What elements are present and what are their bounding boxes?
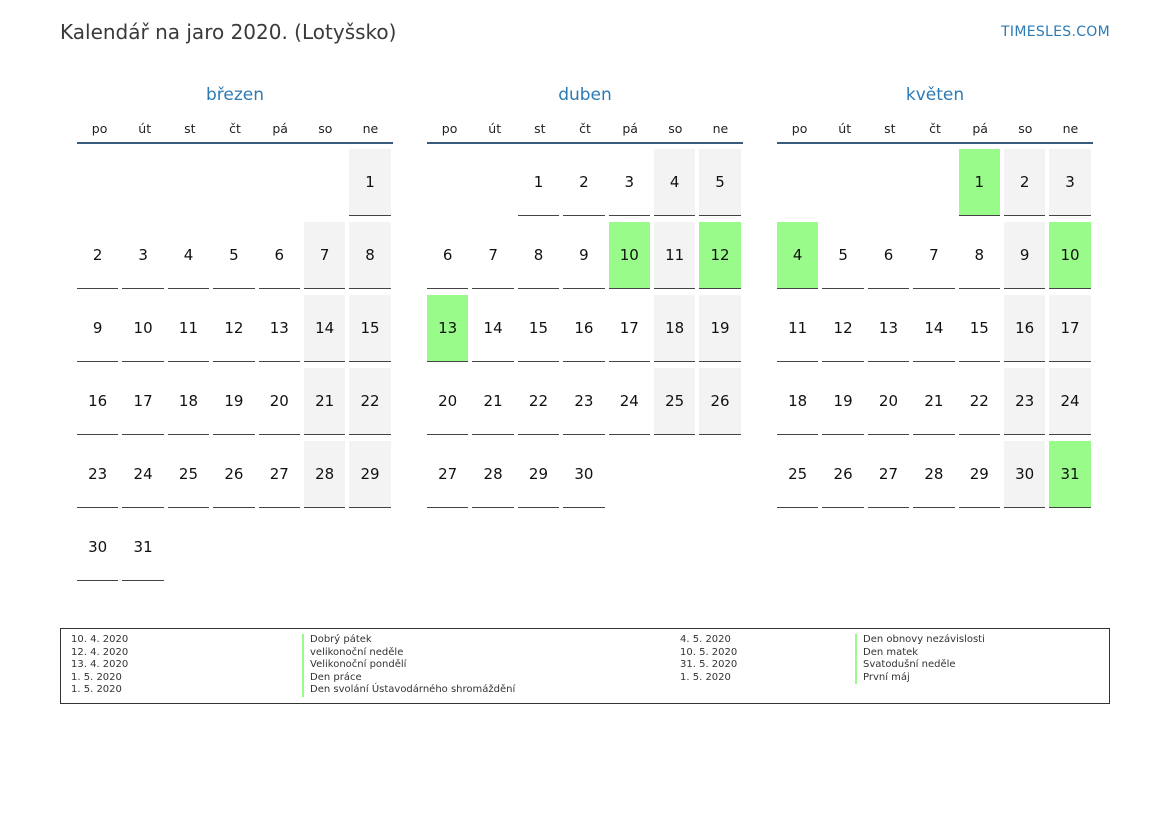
- weekday-label: ne: [712, 120, 729, 136]
- day-cell[interactable]: 19: [699, 295, 740, 362]
- day-cell[interactable]: 23: [563, 368, 604, 435]
- day-cell[interactable]: 25: [777, 441, 818, 508]
- day-cell[interactable]: 16: [1004, 295, 1045, 362]
- day-cell[interactable]: 22: [959, 368, 1000, 435]
- day-cell[interactable]: 12: [699, 222, 740, 289]
- weekday-label: st: [184, 120, 196, 136]
- legend-holiday-name: velikonoční neděle: [302, 647, 403, 660]
- day-cell[interactable]: 5: [699, 149, 740, 216]
- day-cell[interactable]: 23: [77, 441, 118, 508]
- weekday-label: pá: [272, 120, 288, 136]
- weekday-label: pá: [972, 120, 988, 136]
- day-cell[interactable]: 1: [518, 149, 559, 216]
- month-name: květen: [905, 85, 965, 105]
- day-cell[interactable]: 29: [518, 441, 559, 508]
- day-cell[interactable]: 28: [304, 441, 345, 508]
- empty-cell: [777, 149, 818, 216]
- day-cell[interactable]: 2: [77, 222, 118, 289]
- weekday-label: so: [318, 120, 333, 136]
- day-cell[interactable]: 25: [654, 368, 695, 435]
- empty-cell: [472, 149, 513, 216]
- month-may: [777, 82, 1093, 508]
- day-cell[interactable]: 6: [259, 222, 300, 289]
- day-cell[interactable]: 21: [913, 368, 954, 435]
- holiday-legend: [60, 628, 1110, 704]
- legend-date: 4. 5. 2020: [680, 634, 731, 645]
- day-grid: [77, 149, 393, 581]
- weekday-label: čt: [579, 120, 591, 136]
- day-cell[interactable]: 16: [77, 368, 118, 435]
- day-cell[interactable]: 29: [349, 441, 390, 508]
- day-cell[interactable]: 20: [868, 368, 909, 435]
- day-cell[interactable]: 1: [349, 149, 390, 216]
- day-grid: [777, 149, 1093, 508]
- empty-cell: [168, 149, 209, 216]
- day-cell[interactable]: 4: [654, 149, 695, 216]
- day-cell[interactable]: 30: [563, 441, 604, 508]
- day-cell[interactable]: 5: [822, 222, 863, 289]
- day-cell[interactable]: 22: [518, 368, 559, 435]
- weekday-label: út: [138, 120, 152, 136]
- legend-holiday-name: Svatodušní neděle: [855, 659, 956, 672]
- page-title: Kalendář na jaro 2020. (Lotyšsko): [60, 20, 397, 44]
- weekday-label: út: [488, 120, 502, 136]
- weekday-header: [427, 114, 743, 144]
- day-cell[interactable]: 30: [1004, 441, 1045, 508]
- day-cell[interactable]: 27: [259, 441, 300, 508]
- day-cell[interactable]: 9: [77, 295, 118, 362]
- empty-cell: [427, 149, 468, 216]
- day-cell[interactable]: 17: [1049, 295, 1090, 362]
- weekday-label: po: [791, 120, 808, 136]
- day-cell[interactable]: 29: [959, 441, 1000, 508]
- day-cell[interactable]: 10: [1049, 222, 1090, 289]
- weekday-label: st: [534, 120, 546, 136]
- day-grid: [427, 149, 743, 508]
- brand-link[interactable]: TIMESLES.COM: [1001, 24, 1110, 40]
- day-cell[interactable]: 5: [213, 222, 254, 289]
- day-cell[interactable]: 4: [168, 222, 209, 289]
- empty-cell: [122, 149, 163, 216]
- legend-date: 1. 5. 2020: [71, 671, 122, 683]
- day-cell[interactable]: 26: [699, 368, 740, 435]
- day-cell[interactable]: 2: [563, 149, 604, 216]
- legend-holiday-name: Den obnovy nezávislosti: [855, 634, 985, 647]
- empty-cell: [77, 149, 118, 216]
- day-cell[interactable]: 24: [1049, 368, 1090, 435]
- day-cell[interactable]: 18: [777, 368, 818, 435]
- day-cell[interactable]: 12: [213, 295, 254, 362]
- day-cell[interactable]: 15: [518, 295, 559, 362]
- day-cell[interactable]: 28: [472, 441, 513, 508]
- day-cell[interactable]: 16: [563, 295, 604, 362]
- legend-date: 10. 4. 2020: [71, 634, 129, 645]
- legend-date: 13. 4. 2020: [71, 659, 129, 670]
- weekday-label: čt: [229, 120, 241, 136]
- weekday-header: [777, 114, 1093, 144]
- weekday-label: čt: [929, 120, 941, 136]
- day-cell[interactable]: 25: [168, 441, 209, 508]
- month-name: březen: [205, 85, 265, 105]
- month-april: [427, 82, 743, 508]
- day-cell[interactable]: 11: [654, 222, 695, 289]
- day-cell[interactable]: 20: [259, 368, 300, 435]
- day-cell[interactable]: 18: [168, 368, 209, 435]
- day-cell[interactable]: 26: [822, 441, 863, 508]
- day-cell[interactable]: 14: [472, 295, 513, 362]
- month-march: [77, 82, 393, 581]
- day-cell[interactable]: 13: [868, 295, 909, 362]
- day-cell[interactable]: 26: [213, 441, 254, 508]
- empty-cell: [822, 149, 863, 216]
- legend-holiday-name: První máj: [855, 672, 910, 685]
- empty-cell: [213, 149, 254, 216]
- day-cell[interactable]: 9: [563, 222, 604, 289]
- day-cell[interactable]: 23: [1004, 368, 1045, 435]
- day-cell[interactable]: 18: [654, 295, 695, 362]
- day-cell[interactable]: 24: [609, 368, 650, 435]
- weekday-label: út: [838, 120, 852, 136]
- day-cell[interactable]: 22: [349, 368, 390, 435]
- day-cell[interactable]: 12: [822, 295, 863, 362]
- legend-holiday-name: Velikonoční pondělí: [302, 659, 406, 672]
- day-cell[interactable]: 10: [609, 222, 650, 289]
- legend-date: 1. 5. 2020: [680, 671, 731, 683]
- day-cell[interactable]: 28: [913, 441, 954, 508]
- legend-date: 12. 4. 2020: [71, 646, 129, 658]
- empty-cell: [868, 149, 909, 216]
- weekday-label: ne: [362, 120, 379, 136]
- day-cell[interactable]: 27: [427, 441, 468, 508]
- day-cell[interactable]: 8: [959, 222, 1000, 289]
- legend-date: 31. 5. 2020: [680, 659, 738, 670]
- day-cell[interactable]: 15: [349, 295, 390, 362]
- month-name: duben: [558, 85, 612, 105]
- day-cell[interactable]: 3: [609, 149, 650, 216]
- day-cell[interactable]: 11: [168, 295, 209, 362]
- day-cell[interactable]: 19: [213, 368, 254, 435]
- day-cell[interactable]: 4: [777, 222, 818, 289]
- day-cell[interactable]: 20: [427, 368, 468, 435]
- empty-cell: [913, 149, 954, 216]
- day-cell[interactable]: 11: [777, 295, 818, 362]
- day-cell[interactable]: 7: [304, 222, 345, 289]
- day-cell[interactable]: 15: [959, 295, 1000, 362]
- legend-holiday-name: Den svolání Ústavodárného shromáždění: [302, 684, 515, 697]
- day-cell[interactable]: 9: [1004, 222, 1045, 289]
- weekday-header: [77, 114, 393, 144]
- empty-cell: [259, 149, 300, 216]
- day-cell[interactable]: 17: [122, 368, 163, 435]
- weekday-label: pá: [622, 120, 638, 136]
- day-cell[interactable]: 21: [472, 368, 513, 435]
- day-cell[interactable]: 3: [1049, 149, 1090, 216]
- weekday-label: ne: [1062, 120, 1079, 136]
- legend-date: 1. 5. 2020: [71, 684, 122, 695]
- legend-date: 10. 5. 2020: [680, 646, 738, 658]
- day-cell[interactable]: 6: [868, 222, 909, 289]
- day-cell[interactable]: 31: [1049, 441, 1090, 508]
- day-cell[interactable]: 7: [472, 222, 513, 289]
- weekday-label: po: [441, 120, 458, 136]
- day-cell[interactable]: 24: [122, 441, 163, 508]
- day-cell[interactable]: 19: [822, 368, 863, 435]
- day-cell[interactable]: 13: [427, 295, 468, 362]
- weekday-label: po: [91, 120, 108, 136]
- day-cell[interactable]: 27: [868, 441, 909, 508]
- legend-holiday-name: Dobrý pátek: [302, 634, 372, 647]
- day-cell[interactable]: 6: [427, 222, 468, 289]
- day-cell[interactable]: 31: [122, 514, 163, 581]
- empty-cell: [304, 149, 345, 216]
- weekday-label: st: [884, 120, 896, 136]
- legend-holiday-name: Den práce: [302, 672, 362, 685]
- day-cell[interactable]: 1: [959, 149, 1000, 216]
- day-cell[interactable]: 2: [1004, 149, 1045, 216]
- day-cell[interactable]: 30: [77, 514, 118, 581]
- day-cell[interactable]: 13: [259, 295, 300, 362]
- day-cell[interactable]: 17: [609, 295, 650, 362]
- day-cell[interactable]: 10: [122, 295, 163, 362]
- weekday-label: so: [668, 120, 683, 136]
- weekday-label: so: [1018, 120, 1033, 136]
- day-cell[interactable]: 14: [913, 295, 954, 362]
- day-cell[interactable]: 8: [518, 222, 559, 289]
- legend-holiday-name: Den matek: [855, 647, 918, 660]
- day-cell[interactable]: 3: [122, 222, 163, 289]
- day-cell[interactable]: 7: [913, 222, 954, 289]
- day-cell[interactable]: 8: [349, 222, 390, 289]
- day-cell[interactable]: 21: [304, 368, 345, 435]
- day-cell[interactable]: 14: [304, 295, 345, 362]
